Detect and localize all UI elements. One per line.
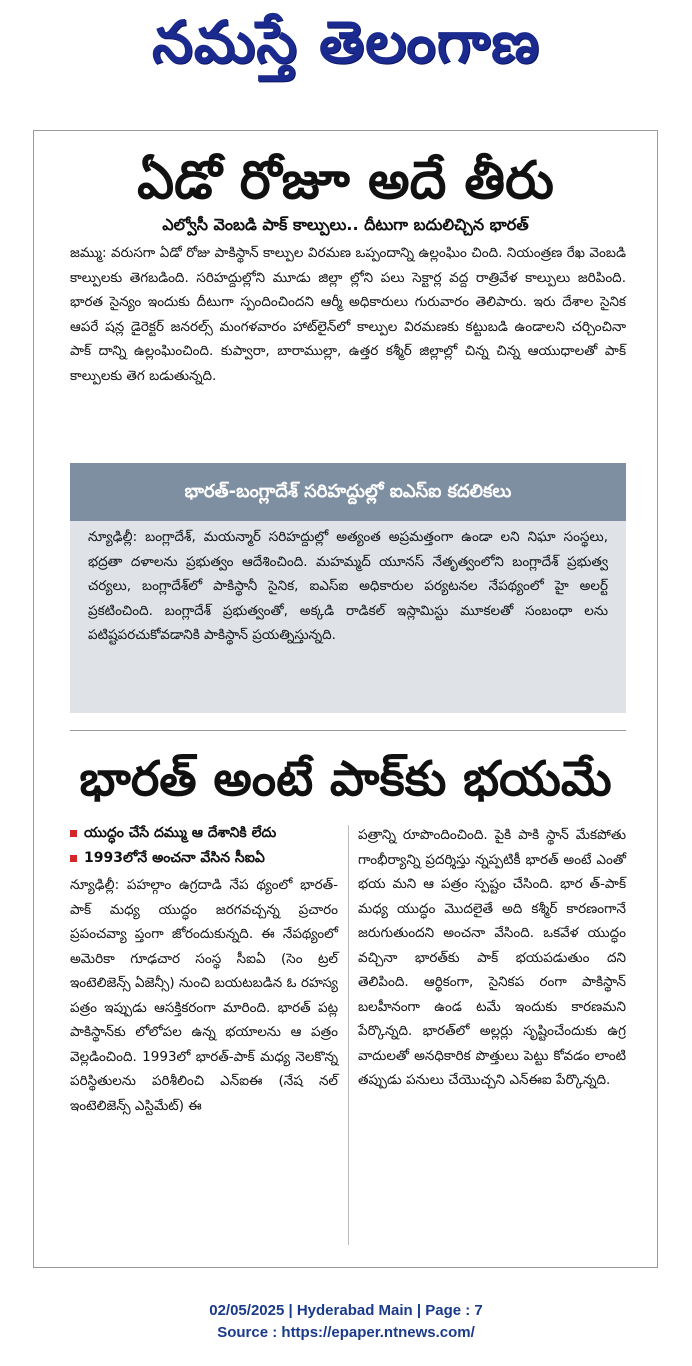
sidebox (70, 463, 626, 713)
article-2-column-right (358, 823, 626, 1093)
sidebox-heading: భారత్-బంగ్లాదేశ్ సరిహద్దుల్లో ఐఎస్ఐ కదలికలు (70, 463, 626, 521)
article-1-headline: ఏడో రోజూ అదే తీరు (137, 151, 554, 211)
bullet-square-icon (70, 830, 77, 837)
article-2-body-left: న్యూఢిల్లీ: పహల్గాం ఉగ్రదాడి నేప థ్యంలో భారత్-పాక్ మధ్య యుద్ధం జరగవచ్చన్న ప్రచారం ప్రపంచవ్యా ప్తంగా జోరందుకున్నది. ఈ నేపథ్యంలో అమెరికా గూఢచార సంస్థ సీఐఏ (సెం ట్రల్ ఇంటెలిజెన్స్ ఏజెన్సీ) నుంచి బయటబడిన ఓ రహస్య పత్రం ఇప్పుడు ఆసక్తికరంగా మారింది. భారత్ పట్ల పాకిస్థాన్‌కు లోలోపల ఉన్న భయాలను ఆ పత్రం వెల్లడించింది. 1993లో భారత్-పాక్ మధ్య నెలకొన్న పరిస్థితులను పరిశీలించి ఎన్ఐఈ (నేష నల్ ఇంటెలిజెన్స్ ఎస్టిమేట్) ఈ (70, 877, 338, 1114)
article-2-column-left (70, 821, 338, 1118)
article-1-subheadline: ఎల్వోసీ వెంబడి పాక్ కాల్పులు.. దీటుగా బదులిచ్చిన భారత్ (162, 215, 529, 234)
column-rule (348, 825, 349, 1245)
section-divider (70, 730, 626, 731)
page-footer (0, 1300, 692, 1344)
source-link[interactable]: Source : https://epaper.ntnews.com/ (217, 1324, 475, 1341)
article-1-body: జమ్ము: వరుసగా ఏడో రోజు పాకిస్థాన్ కాల్పుల విరమణ ఒప్పందాన్ని ఉల్లంఘిం చింది. నియంత్రణ రేఖ వెంబడి కాల్పులకు తెగబడింది. సరిహద్దుల్లోని మూడు జిల్లా ల్లోని పలు సెక్టార్ల వద్ద రాత్రివేళ కాల్పులు జరిపింది. భారత సైన్యం ఇందుకు దీటుగా స్పందించిందని ఆర్మీ అధికారులు గురువారం తెలిపారు. ఇరు దేశాల సైనిక ఆపరే షన్ల డైరెక్టర్ జనరల్స్ మంగళవారం హాట్‌లైన్‌లో కాల్పుల విరమణకు కట్టుబడి ఉండాలని చర్చించినా పాక్ దాన్ని ఉల్లంఘించింది. కుప్వారా, బారాముల్లా, ఉత్తర కశ్మీర్ జిల్లాల్లో చిన్న చిన్న ఆయుధాలతో పాక్ కాల్పులకు తెగ బడుతున్నది. (70, 245, 626, 384)
newspaper-logo: నమస్తే తెలంగాణ (152, 8, 540, 76)
article-2-body-right: పత్రాన్ని రూపొందించింది. పైకి పాకి స్థాన్ మేకపోతు గాంభీర్యాన్ని ప్రదర్శిస్తు న్నప్పటికీ భారత్ అంటే ఎంతో భయ మని ఆ పత్రం స్పష్టం చేసింది. భార త్-పాక్ మధ్య యుద్ధం మొదలైతే అది కశ్మీర్ కారణంగానే జరుగుతుందని అంచనా వేసింది. ఒకవేళ యుద్ధం వచ్చినా భారత్‌కు పాక్ భయపడుతుం దని తెలిపింది. ఆర్థికంగా, సైనికప రంగా పాకిస్థాన్ బలహీనంగా ఉండ టమే ఇందుకు కారణమని పేర్కొన్నది. భారత్‌లో అల్లర్లు సృష్టించేందుకు ఉగ్ర వాదులతో అనధికారిక పొత్తులు పెట్టు కోవడం లాంటి తప్పుడు పనులు చేయొచ్చని ఎన్ఈఐ పేర్కొన్నది. (358, 827, 626, 1088)
news-clipping (33, 130, 658, 1268)
bullet-item (70, 821, 338, 846)
article-2-headline: భారత్ అంటే పాక్‌కు భయమే (79, 751, 612, 807)
article-2-bullets (70, 821, 338, 871)
edition-info: 02/05/2025 | Hyderabad Main | Page : 7 (209, 1302, 483, 1319)
bullet-square-icon (70, 855, 77, 862)
bullet-item (70, 846, 338, 871)
sidebox-body: న్యూఢిల్లీ: బంగ్లాదేశ్, మయన్మార్ సరిహద్దుల్లో అత్యంత అప్రమత్తంగా ఉండా లని నిఘా సంస్థలు, భద్రతా దళాలను ప్రభుత్వం ఆదేశించింది. మహమ్మద్ యూనస్ నేతృత్వంలోని బంగ్లాదేశ్ ప్రభుత్వ చర్యలు, బంగ్లాదేశ్‌లో పాకిస్థానీ సైనిక, ఐఎస్ఐ అధికారుల పర్యటనల నేపథ్యంలో హై అలర్ట్ ప్రకటించింది. బంగ్లాదేశ్ ప్రభుత్వంతో, అక్కడి రాడికల్ ఇస్లామిస్టు మూకలతో సంబంధా లను పటిష్టపరచుకోవడానికి పాకిస్థాన్ ప్రయత్నిస్తున్నది. (88, 529, 608, 643)
bullet-text: 1993లోనే అంచనా వేసిన సీఐఏ (84, 850, 265, 866)
bullet-text: యుద్ధం చేసే దమ్ము ఆ దేశానికి లేదు (84, 825, 277, 841)
masthead (0, 0, 692, 100)
